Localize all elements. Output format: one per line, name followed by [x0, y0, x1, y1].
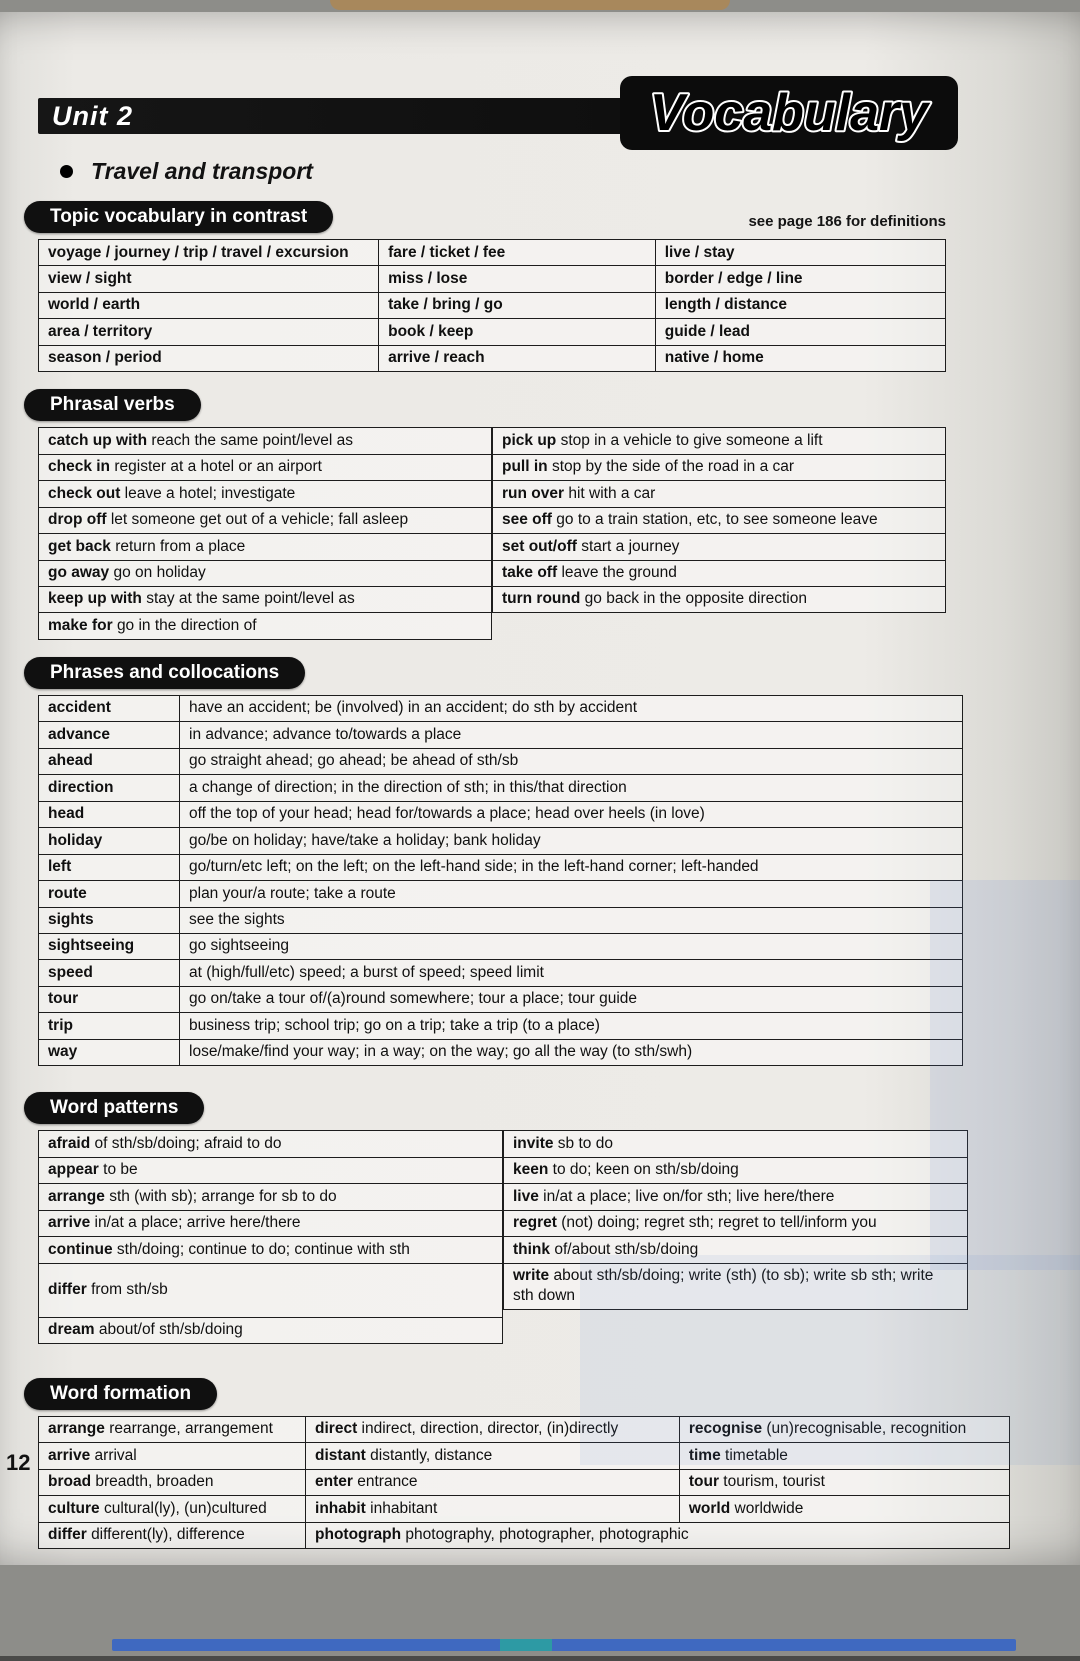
- phrasal-verb-def: stay at the same point/level as: [146, 590, 355, 608]
- section-header-row: [24, 201, 946, 233]
- table-row: [39, 507, 492, 533]
- pattern-cell: [39, 1317, 503, 1343]
- vocab-cell: season / period: [39, 345, 379, 371]
- table-row: [39, 240, 946, 266]
- scan-bottom-strip-accent: [500, 1639, 552, 1651]
- table-row: [39, 454, 492, 480]
- table-row: [493, 586, 946, 612]
- formation-cell: [679, 1469, 1009, 1495]
- table-row: [504, 1237, 968, 1263]
- phrase-def: see the sights: [180, 907, 963, 933]
- formation-def: arrival: [94, 1446, 137, 1464]
- table-row: [493, 507, 946, 533]
- phrasal-verbs-table-right: [492, 427, 946, 613]
- pattern-cell: [39, 1131, 503, 1157]
- phrase-term: holiday: [39, 828, 180, 854]
- table-row: [39, 1237, 503, 1263]
- phrasal-verb-term: go away: [48, 564, 110, 582]
- phrasal-verb-term: check out: [48, 484, 121, 502]
- phrases-table: [38, 695, 963, 1066]
- pattern-cell: [504, 1184, 968, 1210]
- page-content: [38, 84, 967, 1549]
- table-row: [493, 560, 946, 586]
- section-phrasal-verbs: [38, 389, 946, 640]
- formation-term: direct: [315, 1420, 358, 1438]
- topic-heading-text: Travel and transport: [91, 158, 313, 184]
- phrasal-verb-term: run over: [502, 484, 565, 502]
- table-row: [39, 481, 492, 507]
- pattern-def: sth (with sb); arrange for sb to do: [109, 1187, 337, 1205]
- section-word-formation: [38, 1378, 967, 1549]
- table-row: [39, 933, 963, 959]
- word-formation-table: [38, 1416, 1010, 1549]
- pattern-term: live: [513, 1187, 539, 1205]
- table-row: [39, 1416, 1010, 1442]
- phrasal-verbs-columns: [38, 427, 946, 640]
- table-row: [39, 1184, 503, 1210]
- section-header-row: [24, 389, 946, 421]
- formation-def: cultural(ly), (un)cultured: [104, 1499, 267, 1517]
- pattern-cell: [39, 1157, 503, 1183]
- table-row: [39, 881, 963, 907]
- pattern-term: afraid: [48, 1134, 91, 1152]
- table-row: [39, 292, 946, 318]
- phrasal-verb-term: keep up with: [48, 590, 142, 608]
- phrase-def: have an accident; be (involved) in an accident; do sth by accident: [180, 695, 963, 721]
- table-row: [39, 428, 492, 454]
- phrase-def: in advance; advance to/towards a place: [180, 722, 963, 748]
- formation-cell: [679, 1416, 1009, 1442]
- vocab-cell: area / territory: [39, 319, 379, 345]
- pattern-term: arrange: [48, 1187, 105, 1205]
- phrasal-verb-term: get back: [48, 537, 111, 555]
- formation-term: inhabit: [315, 1499, 366, 1517]
- table-row: [504, 1263, 968, 1310]
- pattern-cell: [504, 1131, 968, 1157]
- pattern-def: of sth/sb/doing; afraid to do: [94, 1134, 282, 1152]
- phrasal-verb-term: turn round: [502, 590, 581, 608]
- page-title: Vocabulary: [649, 84, 929, 142]
- phrasal-verb-def: stop in a vehicle to give someone a lift: [560, 431, 823, 449]
- table-row: [504, 1131, 968, 1157]
- vocab-cell: world / earth: [39, 292, 379, 318]
- pattern-cell: [504, 1210, 968, 1236]
- phrase-def: business trip; school trip; go on a trip; take a trip (to a place): [180, 1013, 963, 1039]
- table-row: [39, 828, 963, 854]
- phrasal-verb-def: reach the same point/level as: [151, 431, 353, 449]
- word-patterns-table-left: [38, 1130, 503, 1344]
- scan-edge-artifact: [330, 0, 730, 10]
- formation-term: arrange: [48, 1420, 105, 1438]
- phrase-term: route: [39, 881, 180, 907]
- table-row: [39, 1013, 963, 1039]
- phrase-def: off the top of your head; head for/towards a place; head over heels (in love): [180, 801, 963, 827]
- section-pill: Topic vocabulary in contrast: [24, 201, 333, 233]
- vocab-cell: native / home: [655, 345, 945, 371]
- scanned-page: [0, 12, 1080, 1565]
- phrasal-verb-cell: [39, 560, 492, 586]
- table-row: [39, 722, 963, 748]
- vocab-cell: arrive / reach: [379, 345, 656, 371]
- phrase-term: speed: [39, 960, 180, 986]
- phrasal-verb-def: start a journey: [581, 537, 680, 555]
- pattern-cell: [39, 1184, 503, 1210]
- phrasal-verb-cell: [39, 613, 492, 639]
- topic-heading: [60, 158, 946, 185]
- phrasal-verb-def: go to a train station, etc, to see someone leave: [556, 511, 878, 529]
- phrase-def: a change of direction; in the direction of sth; in this/that direction: [180, 775, 963, 801]
- vocab-cell: miss / lose: [379, 266, 656, 292]
- formation-cell: [306, 1496, 680, 1522]
- section-phrases-collocations: [38, 657, 946, 1066]
- table-row: [39, 854, 963, 880]
- pattern-term: appear: [48, 1161, 99, 1179]
- phrasal-verb-def: leave a hotel; investigate: [124, 484, 296, 502]
- phrasal-verb-term: pull in: [502, 458, 548, 476]
- section-header-row: [24, 1092, 946, 1124]
- pattern-term: think: [513, 1240, 551, 1258]
- pattern-term: invite: [513, 1134, 554, 1152]
- phrase-def: go/turn/etc left; on the left; on the left-hand side; in the left-hand corner; left-handed: [180, 854, 963, 880]
- formation-def: rearrange, arrangement: [109, 1420, 273, 1438]
- table-row: [39, 1443, 1010, 1469]
- formation-def: photography, photographer, photographic: [405, 1526, 689, 1544]
- table-row: [39, 319, 946, 345]
- phrasal-verb-cell: [39, 454, 492, 480]
- phrasal-verb-def: hit with a car: [568, 484, 656, 502]
- formation-def: distantly, distance: [370, 1446, 493, 1464]
- page-title-art: [628, 78, 950, 148]
- formation-cell: [306, 1443, 680, 1469]
- phrasal-verb-term: set out/off: [502, 537, 577, 555]
- phrasal-verb-term: check in: [48, 458, 111, 476]
- vocab-cell: voyage / journey / trip / travel / excursion: [39, 240, 379, 266]
- phrasal-verb-cell: [493, 560, 946, 586]
- section-pill: Phrases and collocations: [24, 657, 305, 689]
- phrase-def: go straight ahead; go ahead; be ahead of sth/sb: [180, 748, 963, 774]
- formation-cell: [39, 1469, 306, 1495]
- unit-banner: [38, 84, 946, 142]
- phrase-term: way: [39, 1039, 180, 1065]
- phrasal-verb-def: leave the ground: [561, 564, 677, 582]
- formation-term: differ: [48, 1526, 87, 1544]
- formation-term: photograph: [315, 1526, 402, 1544]
- pattern-def: about/of sth/sb/doing: [98, 1321, 243, 1338]
- table-row: [504, 1184, 968, 1210]
- pattern-def: from sth/sb: [91, 1280, 168, 1298]
- phrase-def: go on/take a tour of/(a)round somewhere; tour a place; tour guide: [180, 986, 963, 1012]
- page-number: 12: [6, 1450, 31, 1475]
- formation-def: timetable: [725, 1446, 788, 1464]
- table-row: [39, 560, 492, 586]
- table-row: [39, 266, 946, 292]
- phrasal-verb-term: catch up with: [48, 431, 148, 449]
- vocab-cell: fare / ticket / fee: [379, 240, 656, 266]
- phrasal-verb-term: drop off: [48, 511, 107, 529]
- table-row: [39, 1131, 503, 1157]
- formation-term: world: [688, 1499, 731, 1517]
- table-row: [39, 1317, 503, 1343]
- section-header-row: [24, 1378, 946, 1410]
- phrasal-verb-def: go back in the opposite direction: [584, 590, 807, 608]
- phrase-def: go sightseeing: [180, 933, 963, 959]
- vocab-cell: live / stay: [655, 240, 945, 266]
- formation-def: inhabitant: [370, 1499, 438, 1517]
- formation-term: time: [688, 1446, 721, 1464]
- formation-def: entrance: [357, 1473, 418, 1491]
- pattern-cell: [504, 1237, 968, 1263]
- vocab-cell: length / distance: [655, 292, 945, 318]
- vocab-cell: view / sight: [39, 266, 379, 292]
- phrasal-verb-def: go in the direction of: [116, 616, 257, 634]
- pattern-def: in/at a place; arrive here/there: [94, 1214, 301, 1232]
- formation-term: recognise: [688, 1420, 763, 1438]
- phrase-def: lose/make/find your way; in a way; on the way; go all the way (to sth/swh): [180, 1039, 963, 1065]
- vocab-cell: book / keep: [379, 319, 656, 345]
- formation-cell: [39, 1443, 306, 1469]
- phrasal-verb-cell: [493, 586, 946, 612]
- phrase-term: advance: [39, 722, 180, 748]
- phrasal-verb-def: return from a place: [115, 537, 246, 555]
- table-row: [39, 1157, 503, 1183]
- section-pill: Word patterns: [24, 1092, 204, 1124]
- formation-def: tourism, tourist: [723, 1473, 825, 1491]
- table-row: [39, 801, 963, 827]
- definitions-note: see page 186 for definitions: [748, 213, 946, 230]
- pattern-def: sth/doing; continue to do; continue with sth: [116, 1240, 410, 1258]
- pattern-def: sb to do: [557, 1134, 613, 1152]
- formation-def: (un)recognisable, recognition: [766, 1420, 967, 1438]
- table-row: [39, 695, 963, 721]
- phrase-term: head: [39, 801, 180, 827]
- table-row: [39, 986, 963, 1012]
- section-pill: Phrasal verbs: [24, 389, 201, 421]
- vocab-cell: guide / lead: [655, 319, 945, 345]
- phrasal-verb-def: stop by the side of the road in a car: [551, 458, 795, 476]
- phrasal-verb-term: take off: [502, 564, 558, 582]
- phrase-term: direction: [39, 775, 180, 801]
- phrasal-verb-cell: [39, 507, 492, 533]
- pattern-term: dream: [48, 1321, 95, 1338]
- table-row: [39, 1522, 1010, 1548]
- phrase-def: go/be on holiday; have/take a holiday; bank holiday: [180, 828, 963, 854]
- pattern-cell: [39, 1237, 503, 1263]
- vocab-cell: border / edge / line: [655, 266, 945, 292]
- phrase-def: plan your/a route; take a route: [180, 881, 963, 907]
- pattern-def: to do; keen on sth/sb/doing: [552, 1161, 739, 1179]
- phrasal-verb-term: see off: [502, 511, 552, 529]
- section-topic-vocabulary: [38, 201, 946, 372]
- table-row: [39, 1263, 503, 1317]
- pattern-term: differ: [48, 1280, 87, 1298]
- formation-cell: [306, 1416, 680, 1442]
- word-patterns-columns: [38, 1130, 968, 1344]
- section-pill: Word formation: [24, 1378, 217, 1410]
- table-row: [39, 613, 492, 639]
- formation-term: broad: [48, 1473, 92, 1491]
- table-row: [39, 534, 492, 560]
- pattern-def: in/at a place; live on/for sth; live here/there: [543, 1187, 835, 1205]
- pattern-def: to be: [103, 1161, 138, 1179]
- pattern-cell: [39, 1263, 503, 1317]
- formation-cell: [306, 1522, 1010, 1548]
- phrasal-verb-term: pick up: [502, 431, 557, 449]
- pattern-cell: [504, 1157, 968, 1183]
- phrasal-verb-cell: [39, 481, 492, 507]
- table-row: [493, 428, 946, 454]
- formation-def: indirect, direction, director, (in)directly: [361, 1420, 619, 1438]
- table-row: [39, 1210, 503, 1236]
- formation-term: distant: [315, 1446, 366, 1464]
- table-row: [39, 345, 946, 371]
- formation-def: breadth, broaden: [95, 1473, 214, 1491]
- phrasal-verb-cell: [39, 534, 492, 560]
- phrasal-verb-cell: [39, 428, 492, 454]
- table-row: [39, 1039, 963, 1065]
- scan-bottom-edge: [0, 1656, 1080, 1661]
- formation-cell: [306, 1469, 680, 1495]
- phrasal-verb-def: let someone get out of a vehicle; fall asleep: [110, 511, 409, 529]
- formation-cell: [679, 1443, 1009, 1469]
- phrase-term: sightseeing: [39, 933, 180, 959]
- formation-cell: [39, 1416, 306, 1442]
- formation-term: culture: [48, 1499, 100, 1517]
- table-row: [504, 1157, 968, 1183]
- phrasal-verb-cell: [39, 586, 492, 612]
- pattern-term: write: [513, 1267, 550, 1284]
- table-row: [493, 481, 946, 507]
- phrasal-verbs-table-left: [38, 427, 492, 640]
- phrasal-verb-def: go on holiday: [113, 564, 206, 582]
- pattern-def: (not) doing; regret sth; regret to tell/inform you: [561, 1214, 877, 1232]
- phrasal-verb-term: make for: [48, 616, 113, 634]
- page-title-wrap: [620, 76, 958, 150]
- scan-bottom-strip: [112, 1639, 1016, 1651]
- pattern-term: arrive: [48, 1214, 91, 1232]
- phrase-term: trip: [39, 1013, 180, 1039]
- formation-cell: [679, 1496, 1009, 1522]
- formation-cell: [39, 1522, 306, 1548]
- pattern-def: about sth/sb/doing; write (sth) (to sb); write sb sth; write sth down: [513, 1267, 934, 1305]
- word-patterns-table-right: [503, 1130, 968, 1310]
- topic-vocabulary-table: [38, 239, 946, 372]
- table-row: [39, 960, 963, 986]
- phrasal-verb-cell: [493, 454, 946, 480]
- pattern-def: of/about sth/sb/doing: [554, 1240, 699, 1258]
- pattern-term: keen: [513, 1161, 549, 1179]
- table-row: [39, 1496, 1010, 1522]
- table-row: [39, 907, 963, 933]
- formation-def: worldwide: [734, 1499, 804, 1517]
- section-header-row: [24, 657, 946, 689]
- unit-label: Unit 2: [52, 100, 134, 131]
- table-row: [493, 534, 946, 560]
- bullet-icon: [60, 165, 73, 178]
- formation-term: enter: [315, 1473, 353, 1491]
- pattern-term: continue: [48, 1240, 113, 1258]
- table-row: [39, 775, 963, 801]
- table-row: [39, 748, 963, 774]
- phrase-def: at (high/full/etc) speed; a burst of speed; speed limit: [180, 960, 963, 986]
- table-row: [39, 586, 492, 612]
- formation-term: arrive: [48, 1446, 91, 1464]
- phrase-term: tour: [39, 986, 180, 1012]
- table-row: [504, 1210, 968, 1236]
- vocab-cell: take / bring / go: [379, 292, 656, 318]
- pattern-term: regret: [513, 1214, 557, 1232]
- phrase-term: accident: [39, 695, 180, 721]
- formation-def: different(ly), difference: [91, 1526, 245, 1544]
- phrase-term: sights: [39, 907, 180, 933]
- section-word-patterns: [38, 1092, 946, 1344]
- pattern-cell: [39, 1210, 503, 1236]
- table-row: [493, 454, 946, 480]
- phrasal-verb-cell: [493, 428, 946, 454]
- phrasal-verb-cell: [493, 481, 946, 507]
- pattern-cell: [504, 1263, 968, 1310]
- phrasal-verb-def: register at a hotel or an airport: [114, 458, 322, 476]
- table-row: [39, 1469, 1010, 1495]
- phrasal-verb-cell: [493, 507, 946, 533]
- phrasal-verb-cell: [493, 534, 946, 560]
- phrase-term: left: [39, 854, 180, 880]
- formation-term: tour: [688, 1473, 719, 1491]
- phrase-term: ahead: [39, 748, 180, 774]
- formation-cell: [39, 1496, 306, 1522]
